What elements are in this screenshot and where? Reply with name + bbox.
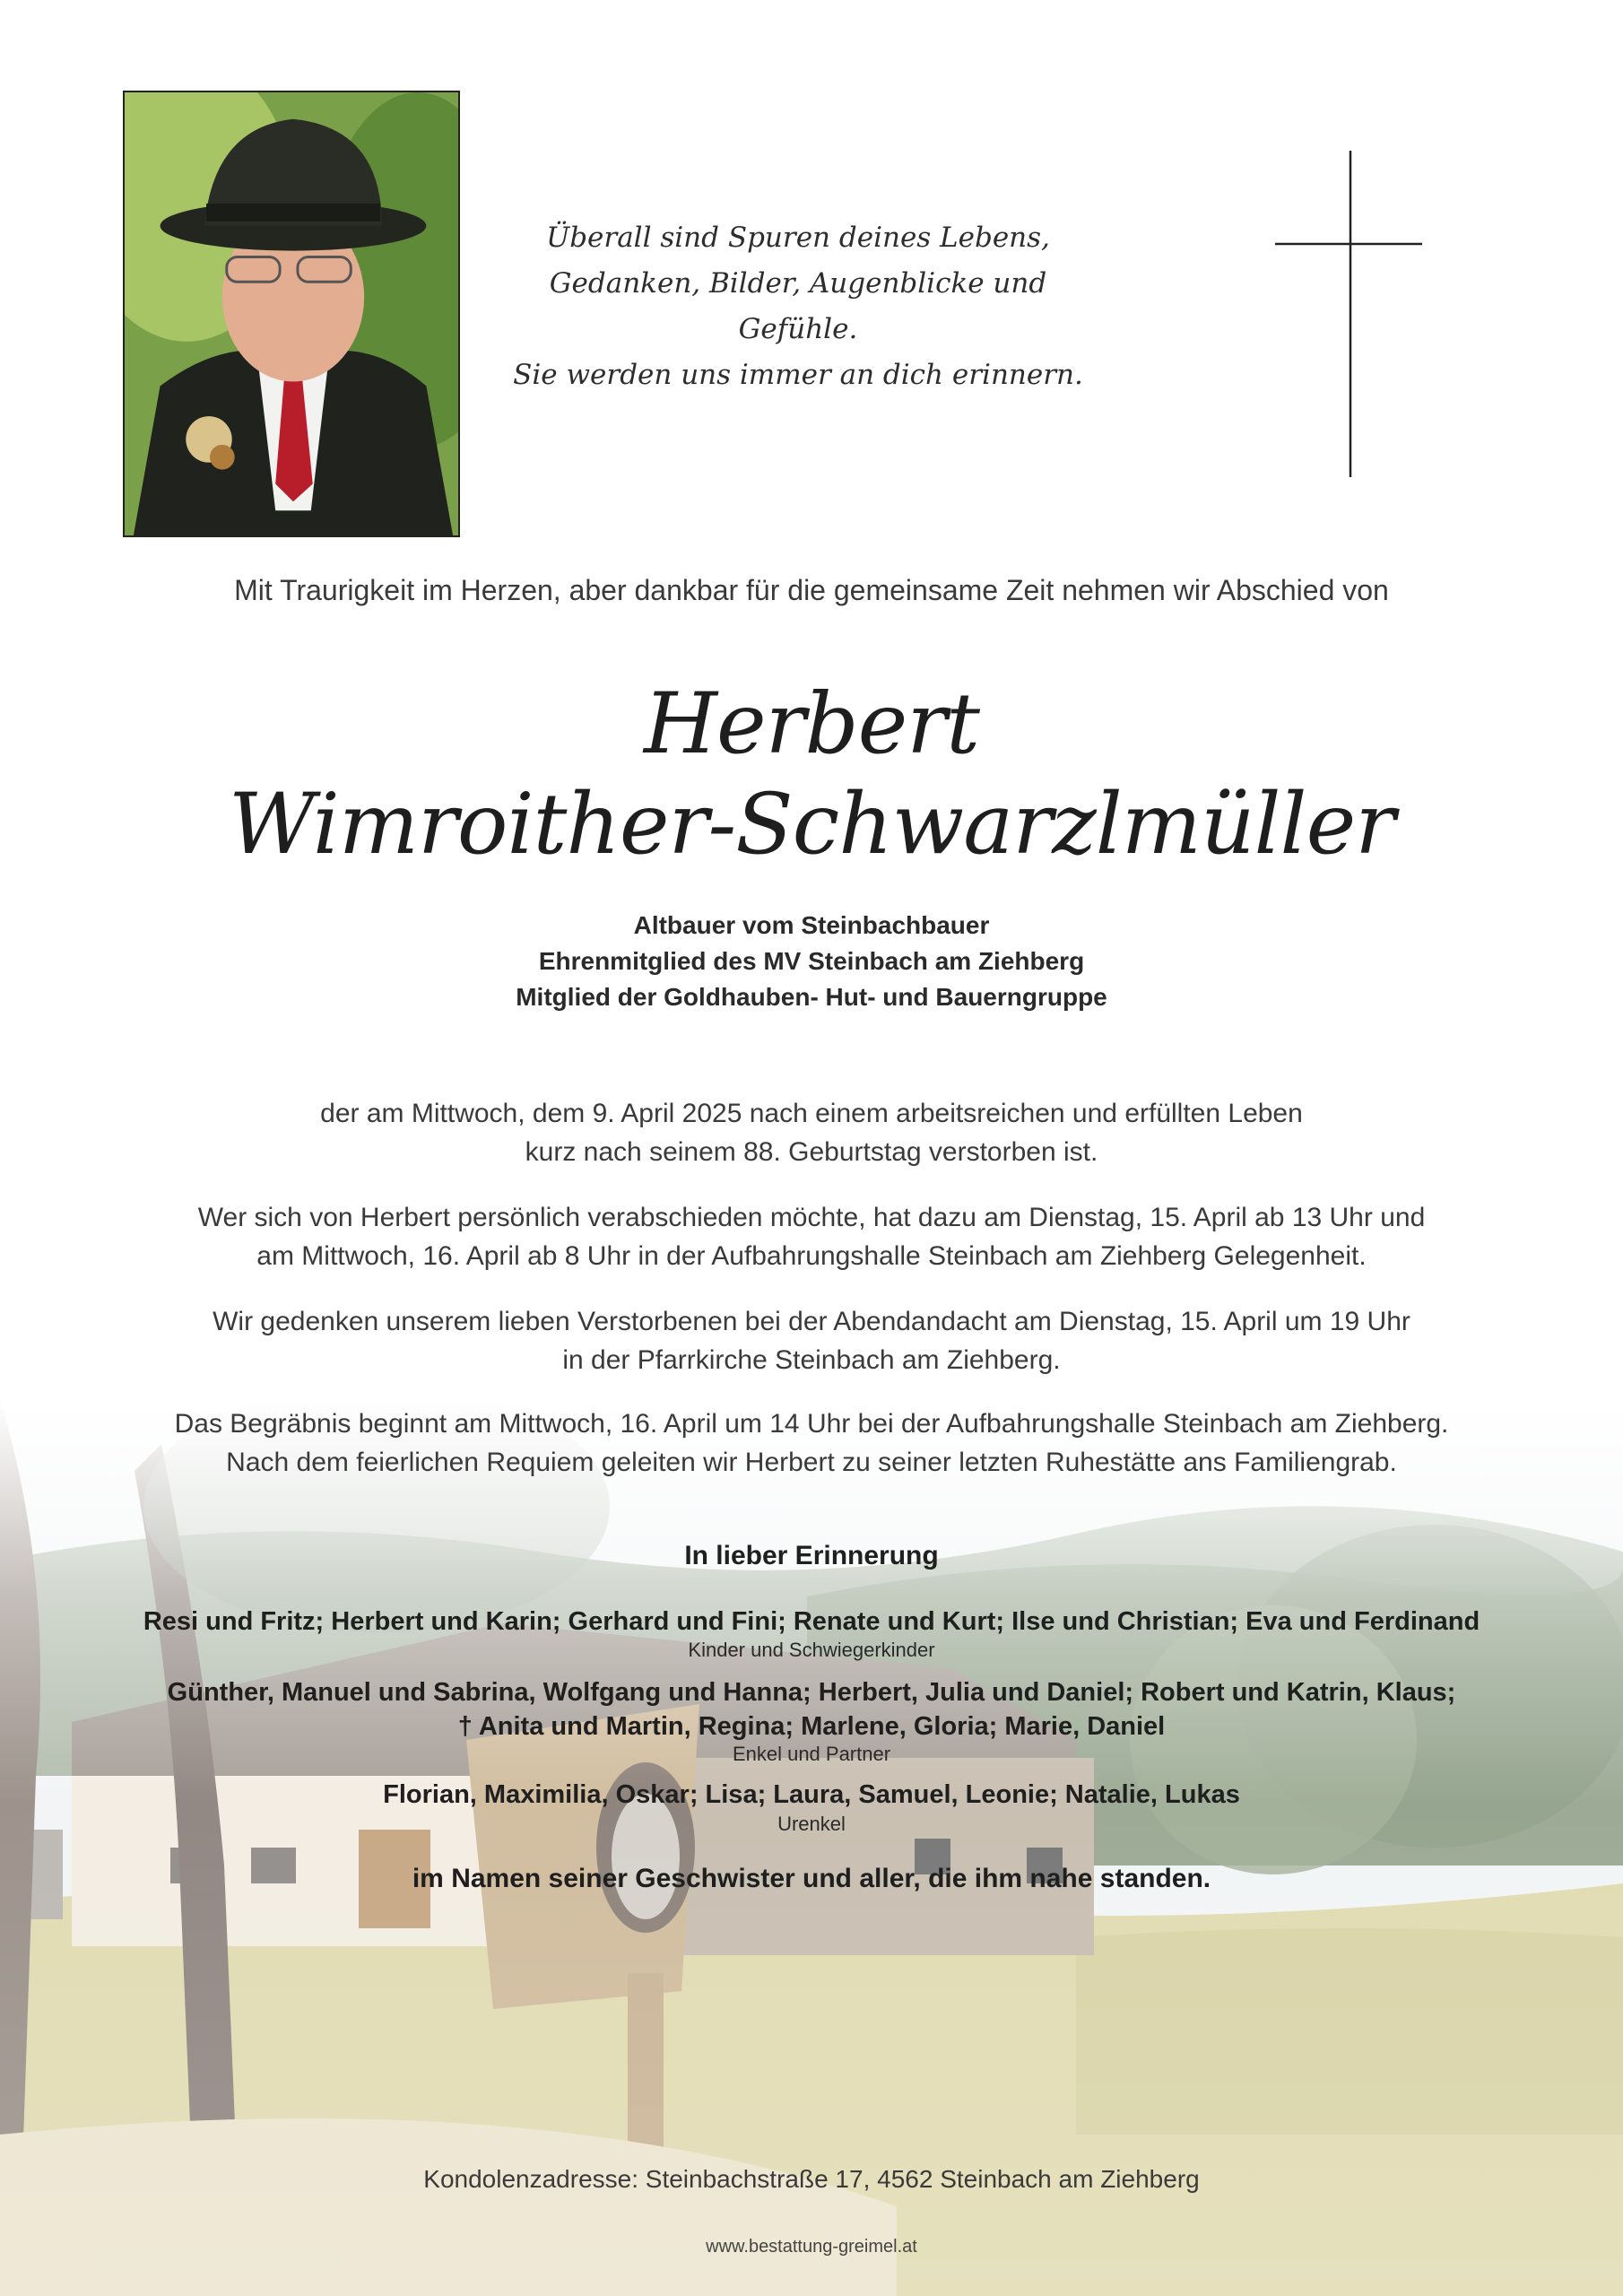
- paragraph-line: Wer sich von Herbert persönlich verabschieden möchte, hat dazu am Dienstag, 15. April ab 13 Uhr und: [197, 1203, 1426, 1232]
- portrait-svg: [125, 92, 458, 535]
- death-notice-paragraph: [90, 1094, 1533, 1171]
- deceased-name: [0, 674, 1623, 875]
- title-line: Altbauer vom Steinbachbauer: [633, 911, 990, 939]
- names-line: Günther, Manuel und Sabrina, Wolfgang und Hanna; Herbert, Julia und Daniel; Robert und Katrin, Klaus;: [167, 1678, 1456, 1707]
- evening-prayer-paragraph: [90, 1302, 1533, 1379]
- verse-line: Sie werden uns immer an dich erinnern.: [513, 359, 1083, 391]
- paragraph-line: der am Mittwoch, dem 9. April 2025 nach einem arbeitsreichen und erfüllten Leben: [320, 1099, 1303, 1128]
- paragraph-line: Wir gedenken unserem lieben Verstorbenen bei der Abendandacht am Dienstag, 15. April um 19 Uhr: [213, 1307, 1410, 1336]
- funeral-home-website[interactable]: www.bestattung-greimel.at: [706, 2237, 917, 2257]
- portrait-photo: [123, 91, 460, 537]
- latin-cross-icon: [1271, 151, 1424, 477]
- viewing-paragraph: [90, 1198, 1533, 1275]
- memory-heading: In lieber Erinnerung: [684, 1541, 939, 1570]
- first-name: Herbert: [643, 675, 980, 773]
- verse-line: Überall sind Spuren deines Lebens,: [546, 222, 1050, 254]
- closing-line: im Namen seiner Geschwister und aller, die ihm nahe standen.: [412, 1864, 1211, 1893]
- children-names: Resi und Fritz; Herbert und Karin; Gerhard und Fini; Renate und Kurt; Ilse und Christian; Eva und Ferdinand: [143, 1607, 1480, 1636]
- paragraph-line: am Mittwoch, 16. April ab 8 Uhr in der Aufbahrungshalle Steinbach am Ziehberg Gelegenheit.: [256, 1241, 1367, 1271]
- grandchildren-caption: Enkel und Partner: [732, 1743, 891, 1765]
- painting-svg: [0, 1399, 1623, 2296]
- paragraph-line: in der Pfarrkirche Steinbach am Ziehberg.: [562, 1345, 1061, 1375]
- paragraph-line: Nach dem feierlichen Requiem geleiten wir Herbert zu seiner letzten Ruhestätte ans Familiengrab.: [226, 1448, 1397, 1477]
- cross-svg: [1271, 151, 1424, 477]
- verse-line: Gedanken, Bilder, Augenblicke und Gefühle.: [549, 267, 1047, 345]
- watercolor-farmhouse-painting: [0, 1399, 1623, 2296]
- title-line: Ehrenmitglied des MV Steinbach am Ziehberg: [538, 947, 1085, 975]
- deceased-titles: [0, 908, 1623, 1015]
- grandchildren-names: [54, 1675, 1569, 1744]
- great-grandchildren-names: Florian, Maximilia, Oskar; Lisa; Laura, Samuel, Leonie; Natalie, Lukas: [383, 1780, 1240, 1809]
- funeral-paragraph: [90, 1405, 1533, 1482]
- title-line: Mitglied der Goldhauben- Hut- und Bauerngruppe: [516, 983, 1107, 1011]
- last-name: Wimroither-Schwarzlmüller: [228, 776, 1395, 874]
- paragraph-line: kurz nach seinem 88. Geburtstag verstorben ist.: [525, 1137, 1098, 1167]
- paragraph-line: Das Begräbnis beginnt am Mittwoch, 16. April um 14 Uhr bei der Aufbahrungshalle Steinbach am Ziehberg.: [174, 1409, 1449, 1439]
- great-grandchildren-caption: Urenkel: [777, 1813, 846, 1835]
- children-caption: Kinder und Schwiegerkinder: [688, 1639, 935, 1661]
- condolence-address: Kondolenzadresse: Steinbachstraße 17, 4562 Steinbach am Ziehberg: [423, 2165, 1200, 2193]
- intro-text: Mit Traurigkeit im Herzen, aber dankbar für die gemeinsame Zeit nehmen wir Abschied von: [234, 574, 1389, 606]
- memorial-verse: [502, 215, 1094, 398]
- names-line: † Anita und Martin, Regina; Marlene, Gloria; Marie, Daniel: [457, 1712, 1166, 1741]
